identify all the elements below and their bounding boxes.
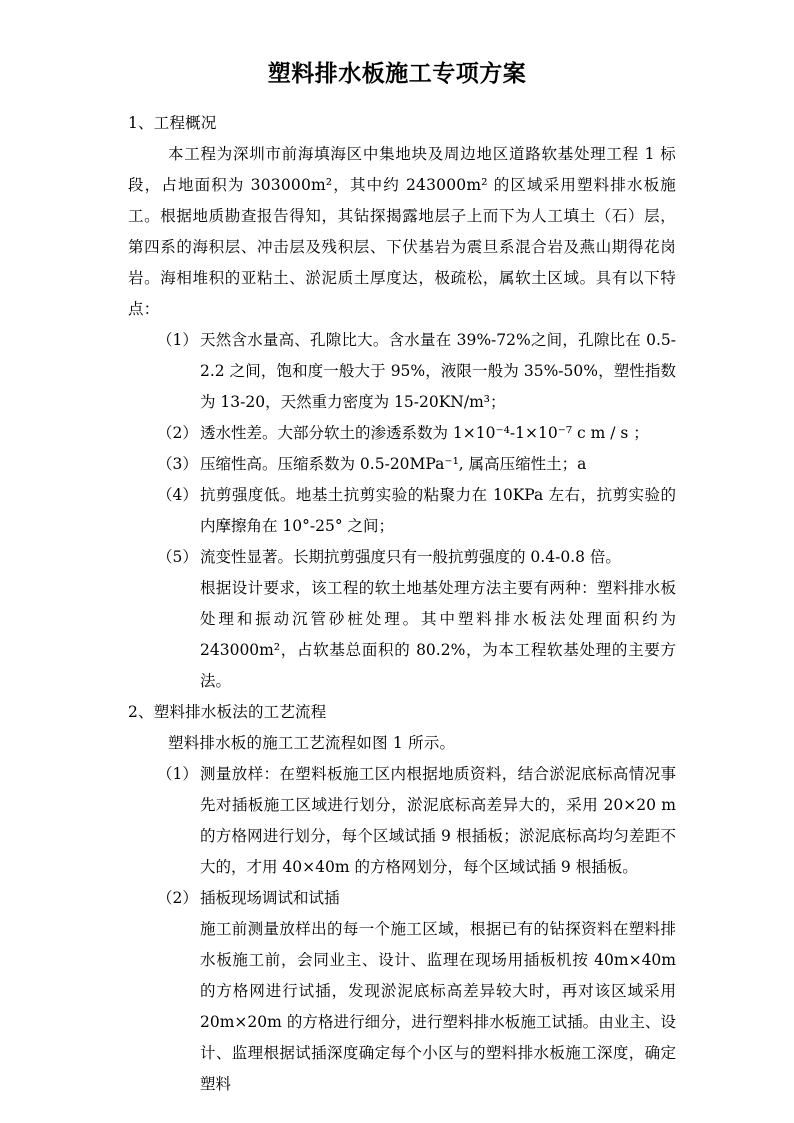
section-heading-2: 2、塑料排水板法的工艺流程 (128, 703, 327, 721)
document-body (128, 108, 676, 1100)
list-item-text: 流变性显著。长期抗剪强度只有一般抗剪强度的 0.4-0.8 倍。 (200, 548, 621, 566)
list-item (128, 325, 676, 418)
list-item-text: 抗剪强度低。地基土抗剪实验的粘聚力在 10KPa 左右，抗剪实验的内摩擦角在 10°-25° 之间； (200, 486, 676, 535)
list-item (128, 759, 676, 883)
list-marker: （2） (157, 889, 198, 907)
list-item (128, 542, 676, 573)
section-2-intro-paragraph: 塑料排水板的施工工艺流程如图 1 所示。 (168, 734, 456, 752)
list-marker: （5） (157, 548, 198, 566)
list-item-text: 插板现场调试和试插 (200, 889, 340, 907)
list-marker: （1） (157, 331, 198, 349)
list-marker: （3） (157, 455, 198, 473)
list-item-text: 测量放样：在塑料板施工区内根据地质资料，结合淤泥底标高情况事先对插板施工区域进行划分，淤泥底标高差异大的，采用 20×20 m 的方格网进行划分，每个区域试插 9 根插板；淤泥底标高均匀差距不大的，才用 40×40m 的方格网划分，每个区域试插 9 根插板。 (200, 765, 676, 876)
section-1-intro-paragraph: 本工程为深圳市前海填海区中集地块及周边地区道路软基处理工程 1 标段，占地面积为 303000m²，其中约 243000m² 的区域采用塑料排水板施工。根据地质勘查报告得知，其钻探揭露地层子上而下为人工填土（石）层，第四系的海积层、冲击层及残积层、下伏基岩为震旦系混合岩及燕山期得花岗岩。海相堆积的亚粘土、淤泥质土厚度达，极疏松，属软土区域。具有以下特点： (128, 145, 676, 318)
section-heading-1: 1、工程概况 (128, 114, 217, 132)
section-1-closing-paragraph: 根据设计要求，该工程的软土地基处理方法主要有两种：塑料排水板处理和振动沉管砂桩处理。其中塑料排水板法处理面积约为 243000m²，占软基总面积的 80.2%，为本工程软基处理的主要方法。 (200, 579, 676, 690)
list-marker: （1） (157, 765, 198, 783)
list-marker: （2） (157, 424, 198, 442)
list-item (128, 418, 676, 449)
list-item (128, 883, 676, 914)
section-2-item-2-body: 施工前测量放样出的每一个施工区域，根据已有的钻探资料在塑料排水板施工前，会同业主、设计、监理在现场用插板机按 40m×40m 的方格网进行试插，发现淤泥底标高差异较大时，再对该区域采用 20m×20m 的方格进行细分，进行塑料排水板施工试插。由业主、设计、监理根据试插深度确定每个小区与的塑料排水板施工深度，确定塑料 (200, 920, 676, 1093)
list-item-text: 天然含水量高、孔隙比大。含水量在 39%-72%之间，孔隙比在 0.5-2.2 之间，饱和度一般大于 95%，液限一般为 35%-50%，塑性指数为 13-20，天然重力密度为 15-20KN/m³； (200, 331, 676, 411)
list-marker: （4） (157, 486, 198, 504)
page-title: 塑料排水板施工专项方案 (267, 60, 527, 87)
list-item-text: 透水性差。大部分软土的渗透系数为 1×10⁻⁴-1×10⁻⁷ c m / s ； (200, 424, 649, 442)
list-item (128, 480, 676, 542)
list-item-text: 压缩性高。压缩系数为 0.5-20MPa⁻¹, 属高压缩性土；a (200, 455, 587, 473)
list-item (128, 449, 676, 480)
